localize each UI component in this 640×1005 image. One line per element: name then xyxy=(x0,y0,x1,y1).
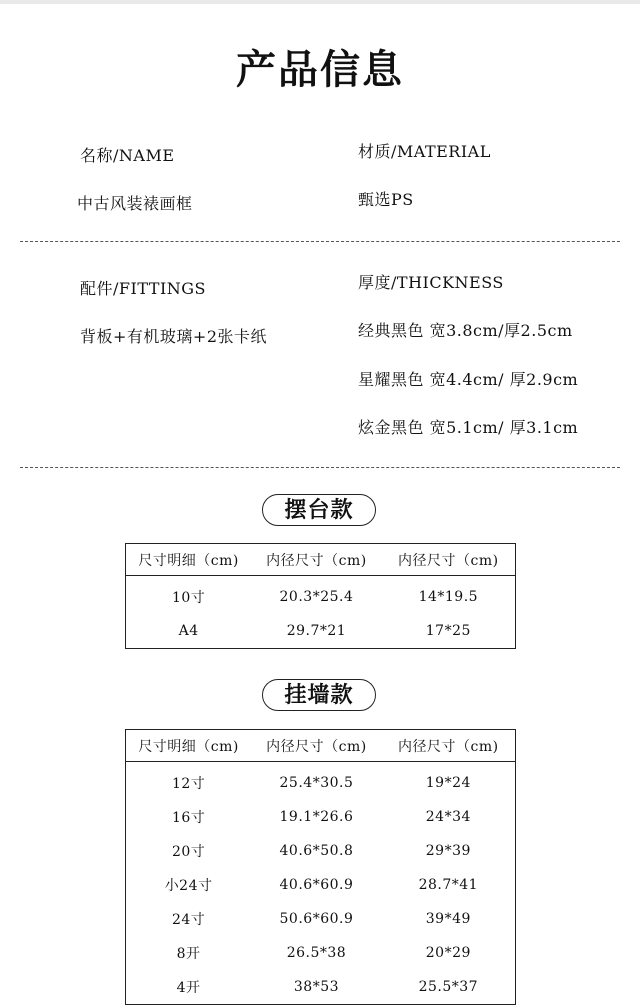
table-row xyxy=(126,902,516,936)
inner-size-cell: 50.6*60.9 xyxy=(279,911,354,927)
desk-size-table xyxy=(125,543,516,649)
inner-size-cell: 40.6*50.8 xyxy=(279,843,354,859)
inner-size-cell: 25.5*37 xyxy=(418,979,479,995)
name-label: 名称/NAME xyxy=(80,146,175,165)
inner-size-cell: 19*24 xyxy=(425,775,471,791)
inner-size-cell: 20.3*25.4 xyxy=(279,589,354,605)
table-row xyxy=(126,970,516,1005)
inner-size-cell: 25.4*30.5 xyxy=(279,775,354,791)
section-title-desk: 摆台款 xyxy=(262,494,376,526)
inner-size-cell: 29*39 xyxy=(425,843,471,859)
inner-size-cell: 20*29 xyxy=(425,945,471,961)
inner-size-cell: 17*25 xyxy=(425,623,471,639)
table-row xyxy=(126,762,516,801)
inner-size-cell: 39*49 xyxy=(425,911,471,927)
inner-size-cell: 19.1*26.6 xyxy=(279,809,354,825)
size-cell: 16寸 xyxy=(171,810,206,826)
inner-size-cell: 29.7*21 xyxy=(286,623,347,639)
divider xyxy=(20,241,620,242)
thickness-star-black: 星耀黑色 宽4.4cm/ 厚2.9cm xyxy=(358,370,579,389)
inner-size-cell: 40.6*60.9 xyxy=(279,877,354,893)
header-inner-size: 内径尺寸（cm) xyxy=(382,730,516,762)
header-inner-size: 内径尺寸（cm) xyxy=(251,544,381,576)
inner-size-cell: 38*53 xyxy=(293,979,340,995)
table-row xyxy=(126,936,516,970)
size-cell: 20寸 xyxy=(171,844,206,860)
page-title: 产品信息 xyxy=(236,46,404,93)
divider xyxy=(20,467,620,468)
material-label: 材质/MATERIAL xyxy=(358,142,491,161)
header-inner-size: 内径尺寸（cm) xyxy=(251,730,381,762)
section-title-wall: 挂墙款 xyxy=(262,679,376,711)
size-cell: 12寸 xyxy=(171,776,206,792)
top-strip xyxy=(0,0,640,4)
table-row xyxy=(126,576,516,615)
thickness-classic-black: 经典黑色 宽3.8cm/厚2.5cm xyxy=(358,321,573,340)
table-row xyxy=(126,868,516,902)
size-cell: A4 xyxy=(178,623,199,639)
name-value: 中古风装裱画框 xyxy=(77,194,193,213)
size-cell: 24寸 xyxy=(171,912,206,928)
header-size-detail: 尺寸明细（cm) xyxy=(126,730,252,762)
header-inner-size: 内径尺寸（cm) xyxy=(382,544,516,576)
wall-size-table xyxy=(125,729,516,1005)
fittings-value: 背板+有机玻璃+2张卡纸 xyxy=(80,327,267,346)
thickness-gold-black: 炫金黑色 宽5.1cm/ 厚3.1cm xyxy=(358,418,579,437)
table-row xyxy=(126,614,516,649)
table-row xyxy=(126,800,516,834)
inner-size-cell: 24*34 xyxy=(425,809,471,825)
size-cell: 4开 xyxy=(176,980,201,996)
table-header-row xyxy=(126,544,516,576)
table-row xyxy=(126,834,516,868)
inner-size-cell: 28.7*41 xyxy=(418,877,479,893)
fittings-label: 配件/FITTINGS xyxy=(80,279,207,298)
inner-size-cell: 26.5*38 xyxy=(286,945,347,961)
size-cell: 8开 xyxy=(176,946,201,962)
size-cell: 10寸 xyxy=(171,590,206,606)
table-header-row xyxy=(126,730,516,762)
material-value: 甄选PS xyxy=(358,190,414,209)
inner-size-cell: 14*19.5 xyxy=(418,589,479,605)
header-size-detail: 尺寸明细（cm) xyxy=(126,544,252,576)
size-cell: 小24寸 xyxy=(164,878,213,894)
thickness-label: 厚度/THICKNESS xyxy=(358,273,504,292)
